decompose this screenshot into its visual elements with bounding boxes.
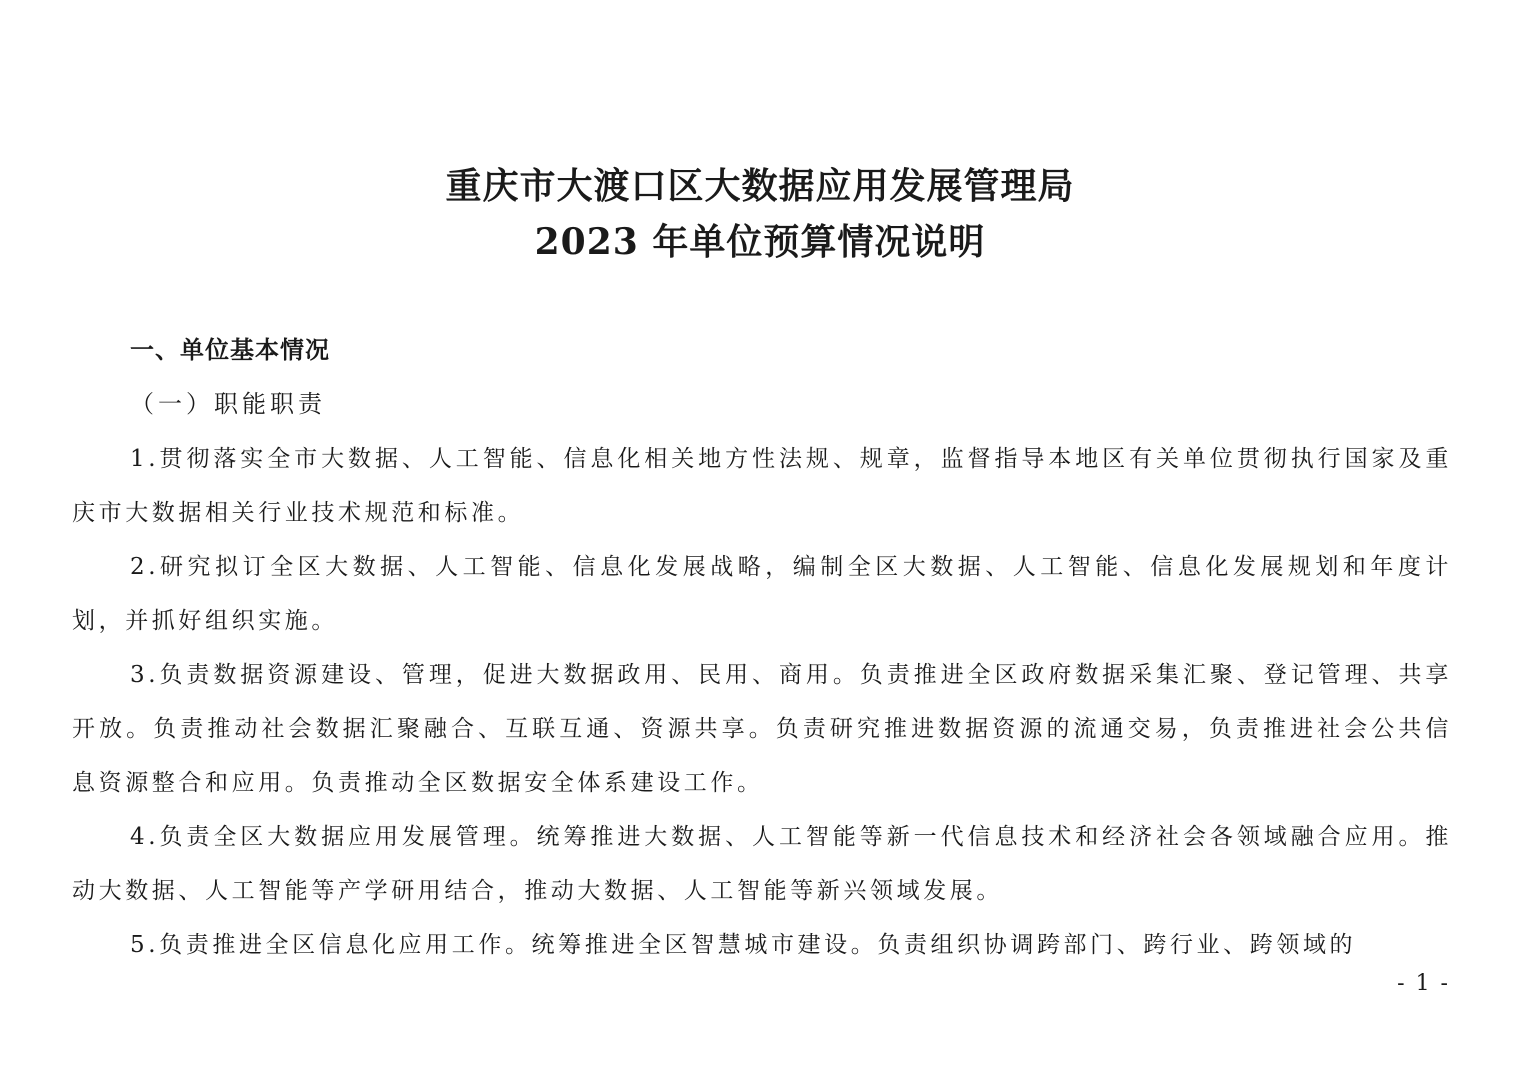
page-number: - 1 - [1397, 971, 1450, 996]
section-heading: 一、单位基本情况 [130, 336, 330, 364]
paragraph-4: 4.负责全区大数据应用发展管理。统筹推进大数据、人工智能等新一代信息技术和经济社会各领域融合应用。推动大数据、人工智能等产学研用结合，推动大数据、人工智能等新兴领域发展。 [72, 824, 1452, 904]
paragraph-1: 1.贯彻落实全市大数据、人工智能、信息化相关地方性法规、规章，监督指导本地区有关单位贯彻执行国家及重庆市大数据相关行业技术规范和标准。 [72, 446, 1452, 526]
document-title-line1: 重庆市大渡口区大数据应用发展管理局 [445, 165, 1075, 207]
paragraph-2: 2.研究拟订全区大数据、人工智能、信息化发展战略，编制全区大数据、人工智能、信息化发展规划和年度计划，并抓好组织实施。 [72, 554, 1452, 634]
subsection-heading: （一）职能职责 [130, 390, 326, 418]
paragraph-3: 3.负责数据资源建设、管理，促进大数据政用、民用、商用。负责推进全区政府数据采集汇聚、登记管理、共享开放。负责推动社会数据汇聚融合、互联互通、资源共享。负责研究推进数据资源的流通交易，负责推进社会公共信息资源整合和应用。负责推动全区数据安全体系建设工作。 [72, 662, 1452, 796]
paragraph-5: 5.负责推进全区信息化应用工作。统筹推进全区智慧城市建设。负责组织协调跨部门、跨行业、跨领域的 [130, 932, 1357, 958]
document-title-line2: 2023 年单位预算情况说明 [534, 221, 986, 263]
